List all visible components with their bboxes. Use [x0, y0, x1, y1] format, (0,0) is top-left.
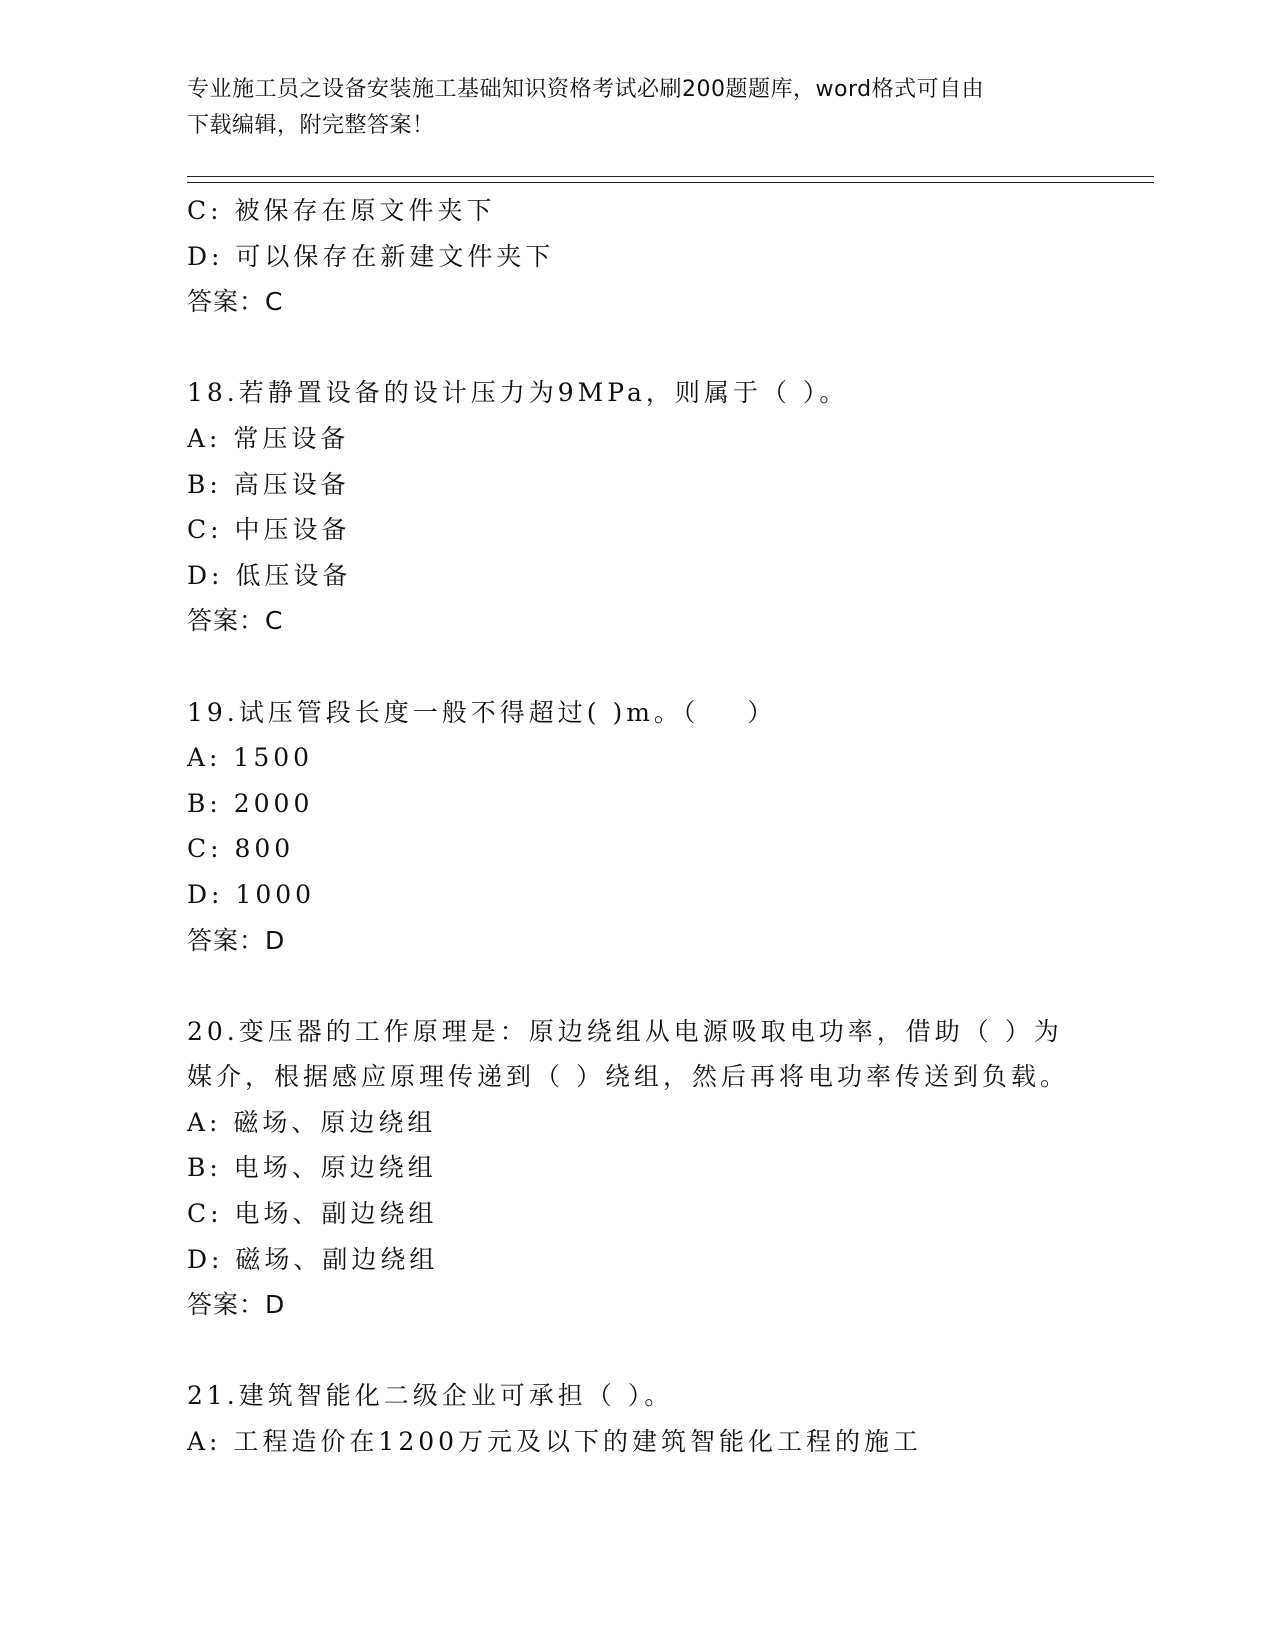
answer-line: 答案：D: [187, 1290, 286, 1320]
question-stem: 18.若静置设备的设计压力为9MPa，则属于（ ）。: [187, 378, 849, 408]
header-line-1: 专业施工员之设备安装施工基础知识资格考试必刷200题题库，word格式可自由: [187, 77, 985, 102]
question-20: [187, 1009, 1154, 1328]
option-a: A: 磁场、原边绕组: [187, 1107, 437, 1137]
option-c: C: 电场、副边绕组: [187, 1199, 438, 1229]
option-b: B: 高压设备: [187, 469, 350, 499]
question-stem: 19.试压管段长度一般不得超过( )m。（ ）: [187, 697, 777, 727]
option-c: C: 被保存在原文件夹下: [187, 196, 496, 225]
option-c: C: 800: [187, 834, 295, 864]
question-18: [187, 370, 1154, 644]
option-d: D: 磁场、副边绕组: [187, 1244, 439, 1274]
option-d: D: 1000: [187, 879, 316, 909]
question-stem-line-1: 20.变压器的工作原理是：原边绕组从电源吸取电功率，借助（ ）为: [187, 1016, 1063, 1046]
header-divider-bottom: [187, 182, 1154, 183]
question-17-fragment: [187, 188, 1154, 325]
question-stem: 21.建筑智能化二级企业可承担（ ）。: [187, 1381, 674, 1411]
option-d: D: 低压设备: [187, 560, 352, 590]
spacer: [187, 644, 1154, 690]
option-a: A: 常压设备: [187, 423, 350, 453]
option-b: B: 2000: [187, 788, 314, 818]
option-a: A: 工程造价在1200万元及以下的建筑智能化工程的施工: [187, 1427, 923, 1457]
spacer: [187, 963, 1154, 1009]
spacer: [187, 325, 1154, 371]
spacer: [187, 1328, 1154, 1374]
answer-line: 答案：D: [187, 925, 286, 955]
option-d: D: 可以保存在新建文件夹下: [187, 241, 555, 271]
header-divider-top: [187, 176, 1154, 177]
header-line-2: 下载编辑，附完整答案！: [187, 113, 435, 138]
question-stem-line-2: 媒介，根据感应原理传递到（ ）绕组，然后再将电功率传送到负载。: [187, 1062, 1069, 1092]
question-21: [187, 1373, 1154, 1464]
option-a: A: 1500: [187, 743, 314, 773]
option-c: C: 中压设备: [187, 515, 351, 545]
answer-line: 答案：C: [187, 606, 284, 636]
document-header: [187, 72, 1087, 144]
option-b: B: 电场、原边绕组: [187, 1153, 437, 1183]
question-19: [187, 690, 1154, 964]
question-list: [187, 188, 1154, 1465]
answer-line: 答案：C: [187, 287, 284, 317]
